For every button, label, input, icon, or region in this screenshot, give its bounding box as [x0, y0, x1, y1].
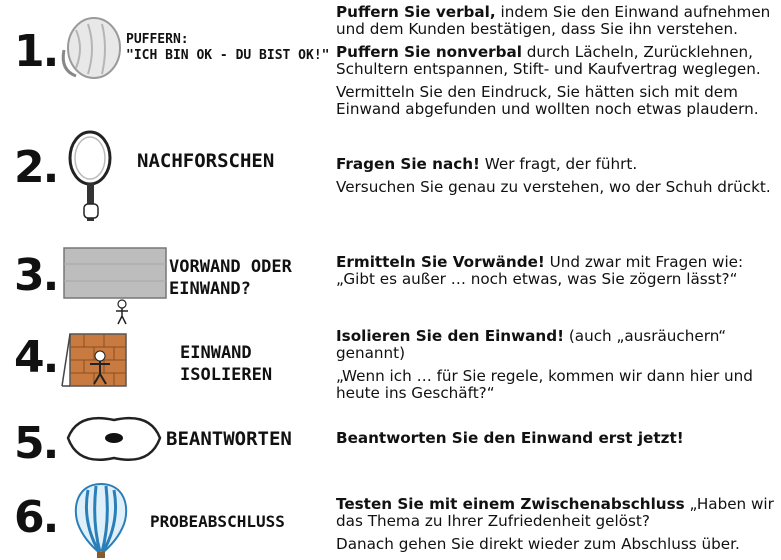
text: Und zwar mit Fragen wie: „Gibt es außer … noch etwas, was Sie zögern lässt?“: [336, 253, 744, 288]
magnifier-icon: [62, 128, 118, 236]
goal-icon: [60, 330, 132, 392]
text: Danach gehen Sie direkt wieder zum Abschluss über.: [336, 535, 740, 553]
label-line-1: VORWAND ODER: [169, 257, 292, 277]
balloon-icon: [70, 482, 132, 560]
text: Versuchen Sie genau zu verstehen, wo der Schuh drückt.: [336, 178, 771, 196]
step-text: [336, 328, 776, 408]
text: durch Lächeln, Zurücklehnen, Schultern entspannen, Stift- und Kaufvertrag weglegen.: [336, 43, 761, 78]
step-text: [336, 430, 776, 453]
bold-text: Fragen Sie nach!: [336, 155, 480, 173]
label-line-1: EINWAND: [180, 343, 252, 363]
step-number: 6.: [14, 492, 58, 543]
label-line-1: BEANTWORTEN: [166, 428, 292, 450]
text: (auch „ausräuchern“ genannt): [336, 327, 727, 362]
step-text: [336, 496, 776, 559]
label-line-1: PROBEABSCHLUSS: [150, 512, 285, 531]
bold-text: Puffern Sie verbal,: [336, 3, 496, 21]
step-number: 2.: [14, 142, 58, 193]
step-number: 5.: [14, 418, 58, 469]
text: indem Sie den Einwand aufnehmen und dem Kunden bestätigen, dass Sie ihn verstehen.: [336, 3, 771, 38]
label-line-2: ISOLIEREN: [180, 365, 273, 385]
text: Wer fragt, der führt.: [479, 155, 638, 173]
label-line-2: "ICH BIN OK - DU BIST OK!": [126, 48, 330, 63]
wall-icon: [62, 244, 168, 326]
text: Vermitteln Sie den Eindruck, Sie hätten sich mit dem Einwand abgefunden und wollten noch etwas plaudern.: [336, 83, 759, 118]
step-number: 4.: [14, 332, 58, 383]
text: „Haben wir das Thema zu Ihrer Zufriedenheit gelöst?: [336, 495, 774, 530]
label-line-1: PUFFERN:: [126, 32, 189, 47]
bold-text: Ermitteln Sie Vorwände!: [336, 253, 545, 271]
label-line-1: NACHFORSCHEN: [137, 150, 275, 172]
step-text: [336, 4, 776, 124]
bold-text: Testen Sie mit einem Zwischenabschluss: [336, 495, 685, 513]
step-number: 1.: [14, 26, 58, 77]
text: „Wenn ich … für Sie regele, kommen wir dann hier und heute ins Geschäft?“: [336, 367, 753, 402]
lips-icon: [64, 408, 164, 470]
label-line-2: EINWAND?: [169, 279, 251, 299]
bold-text: Puffern Sie nonverbal: [336, 43, 522, 61]
bold-text: Isolieren Sie den Einwand!: [336, 327, 565, 345]
step-number: 3.: [14, 250, 58, 301]
step-text: [336, 156, 776, 202]
cushion-icon: [54, 10, 124, 90]
step-text: [336, 254, 776, 294]
bold-text: Beantworten Sie den Einwand erst jetzt!: [336, 429, 684, 447]
